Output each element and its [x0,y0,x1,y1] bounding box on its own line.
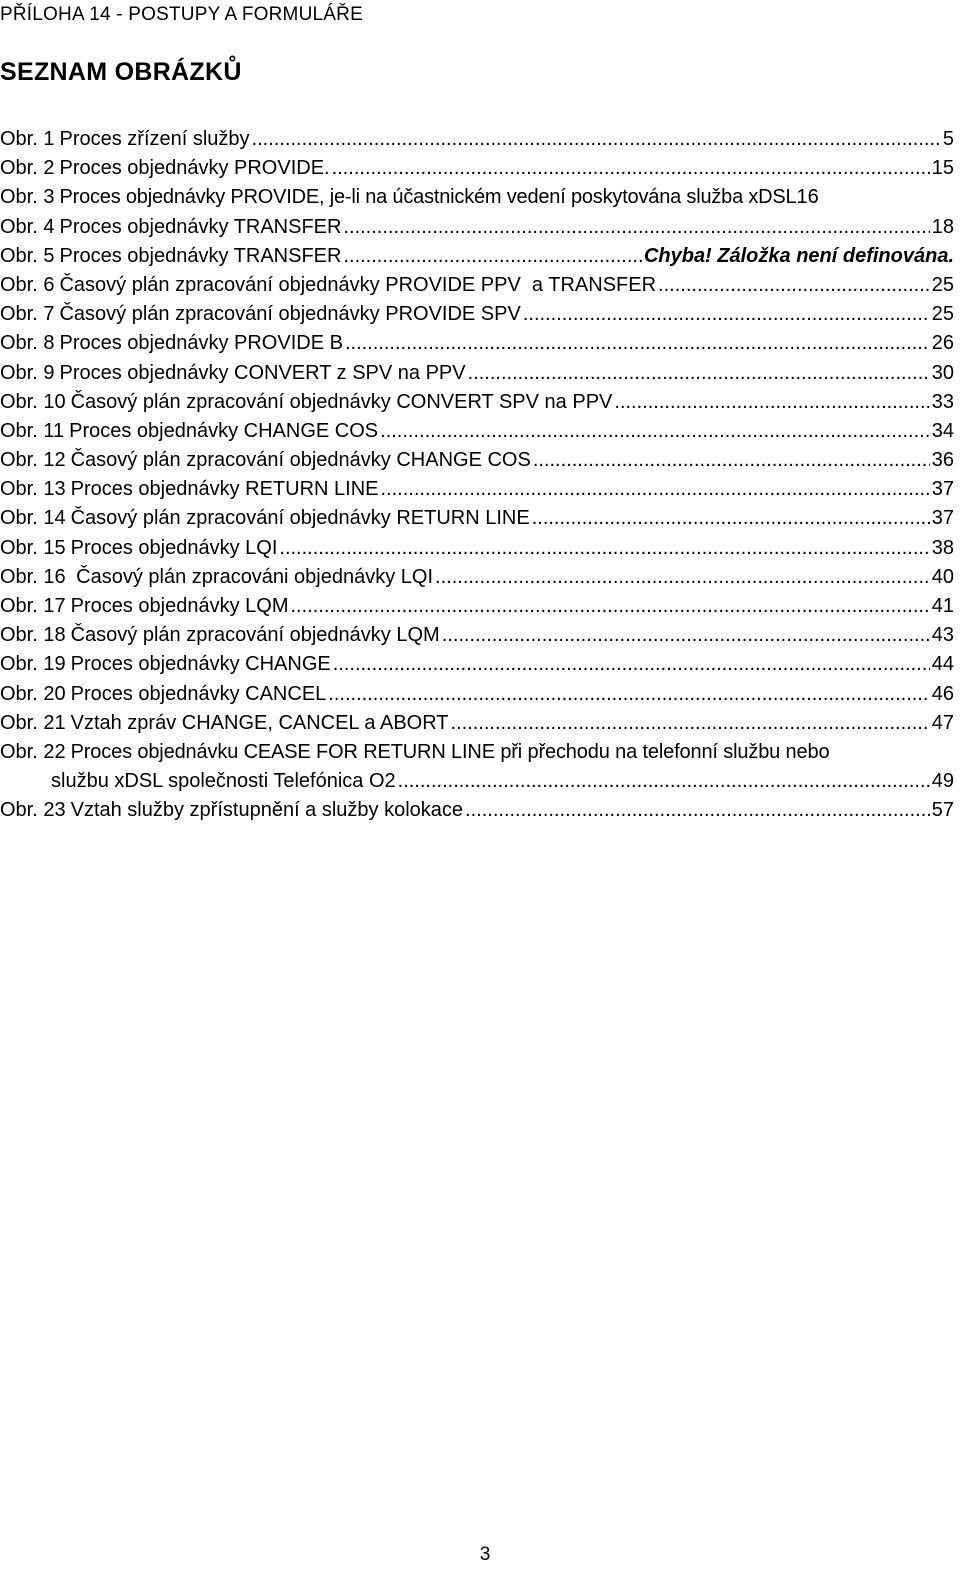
dot-leader [658,274,930,297]
entry-title: Vztah služby zpřístupnění a služby kolokace [70,799,464,822]
entry-page: 25 [931,303,954,326]
entry-title: Proces objednávku CEASE FOR RETURN LINE při přechodu na telefonní službu nebo [70,740,830,763]
entry-page: 33 [931,390,954,413]
entry-page: 30 [931,361,954,384]
dot-leader [451,712,930,735]
entry-page: 15 [931,157,954,180]
entry-title: Proces objednávky CONVERT z SPV na PPV [59,361,466,384]
dot-leader [332,157,930,180]
page-number: 3 [479,1544,491,1565]
dot-leader [333,653,930,676]
toc-entry-6[interactable] [0,274,954,303]
entry-label: Obr. 5 [0,244,55,267]
dot-leader [442,624,930,647]
entry-label: Obr. 7 [0,303,55,326]
entry-page: 25 [931,273,954,296]
toc-entry-1[interactable] [0,128,954,157]
toc-entry-7[interactable] [0,303,954,332]
dot-leader [291,595,930,618]
toc-entry-23[interactable] [0,799,954,828]
entry-page: 34 [931,419,954,442]
entry-title: Proces objednávky CHANGE COS [69,419,379,442]
toc-entry-8[interactable] [0,332,954,361]
entry-label: Obr. 13 [0,478,66,501]
dot-leader [398,770,930,793]
dot-leader [523,303,930,326]
toc-entry-21[interactable] [0,712,954,741]
entry-title: Proces objednávky TRANSFER [59,244,342,267]
dot-leader [532,507,930,530]
entry-title: Časový plán zpracování objednávky RETURN LINE [70,507,530,530]
entry-page: 37 [931,478,954,501]
entry-title: Proces objednávky PROVIDE. [59,157,330,180]
entry-page: 18 [931,215,954,238]
entry-label: Obr. 23 [0,799,66,822]
entry-label: Obr. 15 [0,536,66,559]
entry-title: Proces zřízení služby [59,128,250,150]
entry-title-continued: službu xDSL společnosti Telefónica O2 [51,770,396,793]
entry-title: Proces objednávky CANCEL [70,682,327,705]
entry-label: Obr. 12 [0,449,66,472]
dot-leader [380,420,930,443]
entry-page: 36 [931,449,954,472]
entry-label: Obr. 10 [0,390,66,413]
toc-entry-22[interactable] [0,741,954,799]
dot-leader [614,391,929,414]
entry-label: Obr. 14 [0,507,66,530]
toc-entry-3[interactable] [0,186,954,215]
entry-page: 38 [931,536,954,559]
entry-label: Obr. 16 [0,565,66,588]
dot-leader [328,683,929,706]
dot-leader [468,362,930,385]
entry-page: 46 [931,682,954,705]
list-of-figures [0,128,954,829]
toc-entry-4[interactable] [0,216,954,245]
toc-entry-2[interactable] [0,157,954,186]
entry-page: 26 [931,332,954,355]
entry-title: Časový plán zpracování objednávky PROVIDE PPV a TRANSFER [59,273,657,296]
entry-label: Obr. 4 [0,215,55,238]
toc-entry-12[interactable] [0,449,954,478]
entry-label: Obr. 3 [0,186,55,209]
dot-leader [533,449,930,472]
entry-page: 47 [931,711,954,734]
entry-label: Obr. 22 [0,740,66,763]
entry-label: Obr. 2 [0,157,55,180]
dot-leader [381,478,930,501]
dot-leader [435,566,930,589]
entry-title: Proces objednávky LQM [70,595,289,617]
entry-page: 43 [931,624,954,647]
dot-leader [345,332,930,355]
toc-entry-11[interactable] [0,420,954,449]
toc-entry-9[interactable] [0,362,954,391]
entry-title: Proces objednávky TRANSFER [59,215,342,238]
toc-entry-13[interactable] [0,478,954,507]
entry-page-error: Chyba! Záložka není definována. [643,244,954,267]
dot-leader [343,216,929,239]
page-header: PŘÍLOHA 14 - POSTUPY A FORMULÁŘE [0,4,363,25]
entry-label: Obr. 17 [0,595,66,617]
dot-leader [343,245,641,268]
toc-entry-15[interactable] [0,537,954,566]
entry-page: 37 [931,507,954,530]
entry-label: Obr. 18 [0,624,66,647]
entry-title: Vztah zpráv CHANGE, CANCEL a ABORT [70,711,449,734]
entry-page: 16 [796,186,819,209]
entry-title: Proces objednávky PROVIDE B [59,332,343,355]
toc-entry-20[interactable] [0,683,954,712]
entry-title: Časový plán zpracování objednávky LQM [70,624,440,647]
page-title: SEZNAM OBRÁZKŮ [0,58,242,86]
toc-entry-19[interactable] [0,653,954,682]
entry-line-1 [0,741,954,770]
toc-entry-17[interactable] [0,595,954,624]
toc-entry-14[interactable] [0,507,954,536]
toc-entry-18[interactable] [0,624,954,653]
entry-label: Obr. 1 [0,128,55,150]
entry-title: Proces objednávky PROVIDE, je-li na účastnickém vedení poskytována služba xDSL [59,186,797,209]
entry-page: 41 [931,595,954,617]
entry-page: 40 [931,565,954,588]
entry-title: Proces objednávky CHANGE [70,653,331,676]
entry-label: Obr. 11 [0,419,65,442]
dot-leader [465,799,930,822]
entry-title: Časový plán zpracování objednávky PROVIDE SPV [59,303,521,326]
entry-page: 5 [942,128,954,150]
entry-title: Proces objednávky RETURN LINE [70,478,379,501]
dot-leader [252,128,941,151]
toc-entry-16[interactable] [0,566,954,595]
entry-title: Časový plán zpracování objednávky CONVERT SPV na PPV [70,390,613,413]
entry-page: 57 [931,799,954,822]
entry-page: 44 [931,653,954,676]
entry-page: 49 [931,770,954,793]
entry-line-2 [0,770,954,799]
toc-entry-10[interactable] [0,391,954,420]
dot-leader [279,537,929,560]
entry-label: Obr. 8 [0,332,55,355]
entry-label: Obr. 9 [0,361,55,384]
entry-label: Obr. 6 [0,273,55,296]
entry-label: Obr. 19 [0,653,66,676]
entry-label: Obr. 21 [0,711,66,734]
entry-title: Časový plán zpracováni objednávky LQI [70,565,434,588]
entry-label: Obr. 20 [0,682,66,705]
entry-title: Časový plán zpracování objednávky CHANGE COS [70,449,531,472]
toc-entry-5[interactable] [0,245,954,274]
entry-title: Proces objednávky LQI [70,536,278,559]
